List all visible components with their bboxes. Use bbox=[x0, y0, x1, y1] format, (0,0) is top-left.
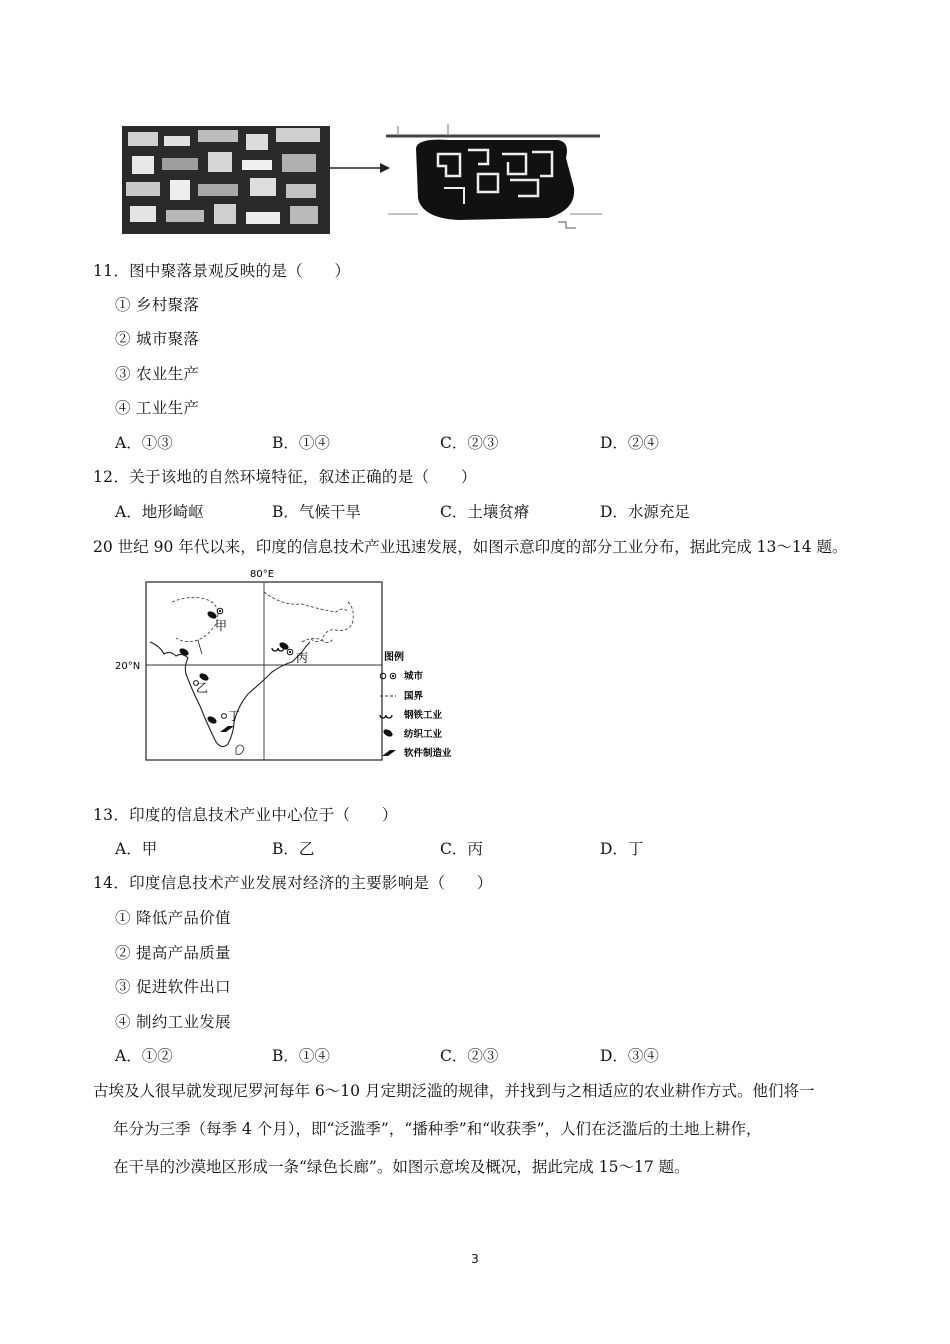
question-14-item: ① 降低产品价值 bbox=[115, 909, 231, 927]
software-industry-icon bbox=[220, 726, 234, 732]
meridian-label: 80°E bbox=[250, 569, 275, 580]
place-label-yi: 乙 bbox=[196, 681, 209, 695]
question-14-item: ④ 制约工业发展 bbox=[115, 1013, 231, 1031]
question-14-option-a: A．①② bbox=[115, 1047, 173, 1065]
india-industry-map bbox=[112, 566, 472, 766]
map-legend bbox=[380, 650, 452, 759]
city-marker-icon bbox=[222, 714, 227, 719]
question-14-stem: 14．印度信息技术产业发展对经济的主要影响是（ ） bbox=[93, 874, 493, 892]
legend-item-textile: 纺织工业 bbox=[404, 729, 443, 740]
question-13-option-b: B．乙 bbox=[272, 840, 315, 858]
city-icon bbox=[380, 673, 386, 679]
courtyard-house-photo bbox=[386, 124, 602, 228]
question-12-option-b: B．气候干旱 bbox=[272, 503, 361, 521]
legend-item-city: 城市 bbox=[404, 671, 424, 682]
question-11-option-b: B．①④ bbox=[272, 434, 330, 452]
question-14-item: ③ 促进软件出口 bbox=[115, 978, 231, 996]
egypt-intro-line: 在干旱的沙漠地区形成一条“绿色长廊”。如图示意埃及概况，据此完成 15～17 题。 bbox=[113, 1158, 690, 1176]
question-14-option-c: C．②③ bbox=[440, 1047, 499, 1065]
question-11-option-a: A．①③ bbox=[115, 434, 173, 452]
place-label-ding: 丁 bbox=[228, 709, 241, 723]
question-13-stem: 13．印度的信息技术产业中心位于（ ） bbox=[93, 806, 398, 824]
question-11-option-d: D．②④ bbox=[600, 434, 659, 452]
legend-item-steel: 钢铁工业 bbox=[404, 710, 443, 721]
question-11-item: ① 乡村聚落 bbox=[115, 296, 200, 314]
question-13-option-c: C．丙 bbox=[440, 840, 483, 858]
question-12-option-d: D．水源充足 bbox=[600, 503, 690, 521]
parallel-label: 20°N bbox=[115, 661, 141, 672]
page-number: 3 bbox=[471, 1252, 479, 1266]
question-12-option-c: C．土壤贫瘠 bbox=[440, 503, 530, 521]
software-legend-icon bbox=[382, 750, 396, 756]
legend-item-software: 软件制造业 bbox=[404, 748, 452, 759]
question-13-option-a: A．甲 bbox=[115, 840, 158, 858]
legend-item-border: 国界 bbox=[404, 691, 424, 702]
question-11-item: ③ 农业生产 bbox=[115, 365, 200, 383]
border-line bbox=[172, 597, 218, 641]
egypt-intro-line: 古埃及人很早就发现尼罗河每年 6～10 月定期泛滥的规律，并找到与之相适应的农业耕作方式。他们将一 bbox=[93, 1082, 815, 1100]
question-12-option-a: A．地形崎岖 bbox=[115, 503, 204, 521]
india-intro-paragraph: 20 世纪 90 年代以来，印度的信息技术产业迅速发展，如图示意印度的部分工业分布，据此完成 13～14 题。 bbox=[93, 538, 848, 556]
place-label-bing: 丙 bbox=[296, 651, 309, 665]
question-13-option-d: D．丁 bbox=[600, 840, 644, 858]
question-12-stem: 12．关于该地的自然环境特征，叙述正确的是（ ） bbox=[93, 468, 477, 486]
coastline bbox=[150, 642, 310, 747]
question-11-option-c: C．②③ bbox=[440, 434, 499, 452]
textile-legend-icon bbox=[382, 728, 394, 738]
place-label-jia: 甲 bbox=[215, 619, 228, 633]
settlement-photo-figure bbox=[118, 118, 608, 236]
arrow-icon bbox=[380, 163, 390, 173]
question-11-item: ④ 工业生产 bbox=[115, 399, 200, 417]
question-14-option-b: B．①④ bbox=[272, 1047, 330, 1065]
egypt-intro-line: 年分为三季（每季 4 个月），即“泛滥季”，“播种季”和“收获季”，人们在泛滥后的土地上耕作， bbox=[113, 1120, 762, 1138]
legend-title: 图例 bbox=[384, 652, 404, 663]
question-11-item: ② 城市聚落 bbox=[115, 330, 200, 348]
border-line bbox=[264, 592, 353, 642]
steel-industry-icon bbox=[272, 648, 284, 651]
question-11-stem: 11．图中聚落景观反映的是（ ） bbox=[93, 262, 351, 280]
village-aerial-photo bbox=[122, 126, 330, 234]
question-14-option-d: D．③④ bbox=[600, 1047, 659, 1065]
question-14-item: ② 提高产品质量 bbox=[115, 944, 231, 962]
